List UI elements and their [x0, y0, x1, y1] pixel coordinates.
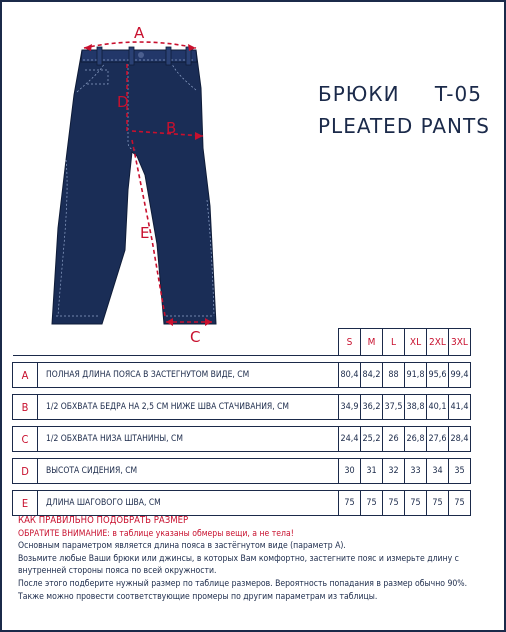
table-cell: 35: [449, 459, 471, 484]
pants-shape: [52, 50, 216, 324]
table-cell: 80,4: [339, 363, 361, 388]
warning-text: в таблице указаны обмеры вещи, а не тела!: [109, 528, 294, 539]
table-row: [13, 459, 471, 484]
table-cell: 26: [383, 427, 405, 452]
size-header: L: [383, 329, 405, 356]
size-header: M: [361, 329, 383, 356]
guide-heading: КАК ПРАВИЛЬНО ПОДОБРАТЬ РАЗМЕР: [18, 515, 189, 526]
table-cell: 75: [449, 491, 471, 516]
table-cell: 31: [361, 459, 383, 484]
table-cell: 36,2: [361, 395, 383, 420]
size-header-row: [13, 329, 471, 356]
row-desc: ВЫСОТА СИДЕНИЯ, СМ: [38, 459, 339, 484]
table-cell: 75: [361, 491, 383, 516]
table-cell: 41,4: [449, 395, 471, 420]
row-desc: 1/2 ОБХВАТА БЕДРА НА 2,5 СМ НИЖЕ ШВА СТАЧИВАНИЯ, СМ: [38, 395, 339, 420]
table-row: [13, 491, 471, 516]
row-letter: D: [13, 459, 38, 484]
product-title-en: PLEATED PANTS: [318, 114, 490, 138]
table-cell: 37,5: [383, 395, 405, 420]
size-header: XL: [405, 329, 427, 356]
table-cell: 25,2: [361, 427, 383, 452]
guide-paragraph: Также можно провести соответствующие промеры по другим параметрам из таблицы.: [18, 591, 378, 602]
table-cell: 75: [405, 491, 427, 516]
table-cell: 30: [339, 459, 361, 484]
table-cell: 99,4: [449, 363, 471, 388]
size-header: S: [339, 329, 361, 356]
table-cell: 38,8: [405, 395, 427, 420]
table-cell: 33: [405, 459, 427, 484]
row-letter: B: [13, 395, 38, 420]
row-letter: C: [13, 427, 38, 452]
label-b: B: [166, 119, 177, 137]
table-row: [13, 427, 471, 452]
table-cell: 28,4: [449, 427, 471, 452]
table-cell: 91,8: [405, 363, 427, 388]
label-c: C: [190, 328, 201, 346]
row-desc: 1/2 ОБХВАТА НИЗА ШТАНИНЫ, СМ: [38, 427, 339, 452]
table-cell: 75: [383, 491, 405, 516]
warning-label: ОБРАТИТЕ ВНИМАНИЕ:: [18, 528, 110, 539]
label-a: A: [134, 24, 145, 42]
label-e: E: [140, 224, 150, 242]
table-cell: 34: [427, 459, 449, 484]
table-row: [13, 363, 471, 388]
guide-paragraph: Возьмите любые Ваши брюки или джинсы, в которых Вам комфортно, застегните пояс и измерьте длину с внутренней стороны пояса по всей окружности.: [18, 553, 459, 577]
table-row: [13, 395, 471, 420]
table-cell: 27,6: [427, 427, 449, 452]
size-header: 3XL: [449, 329, 471, 356]
table-cell: 75: [339, 491, 361, 516]
table-cell: 32: [383, 459, 405, 484]
table-cell: 24,4: [339, 427, 361, 452]
row-letter: A: [13, 363, 38, 388]
guide-paragraph: После этого подберите нужный размер по таблице размеров. Вероятность попадания в размер обычно 90%.: [18, 578, 468, 589]
size-guide: [18, 515, 498, 603]
table-cell: 84,2: [361, 363, 383, 388]
size-header: 2XL: [427, 329, 449, 356]
size-table: [12, 328, 471, 516]
row-desc: ДЛИНА ШАГОВОГО ШВА, СМ: [38, 491, 339, 516]
table-cell: 26,8: [405, 427, 427, 452]
table-cell: 95,6: [427, 363, 449, 388]
label-d: D: [117, 93, 129, 111]
row-desc: ПОЛНАЯ ДЛИНА ПОЯСА В ЗАСТЕГНУТОМ ВИДЕ, СМ: [38, 363, 339, 388]
guide-warning: [18, 528, 498, 541]
table-cell: 75: [427, 491, 449, 516]
table-cell: 34,9: [339, 395, 361, 420]
guide-paragraph: Основным параметром является длина пояса в застёгнутом виде (параметр А).: [18, 541, 346, 552]
button-icon: [138, 52, 144, 58]
row-letter: E: [13, 491, 38, 516]
table-cell: 88: [383, 363, 405, 388]
product-title-ru: БРЮКИ T-05: [318, 82, 482, 106]
table-cell: 40,1: [427, 395, 449, 420]
